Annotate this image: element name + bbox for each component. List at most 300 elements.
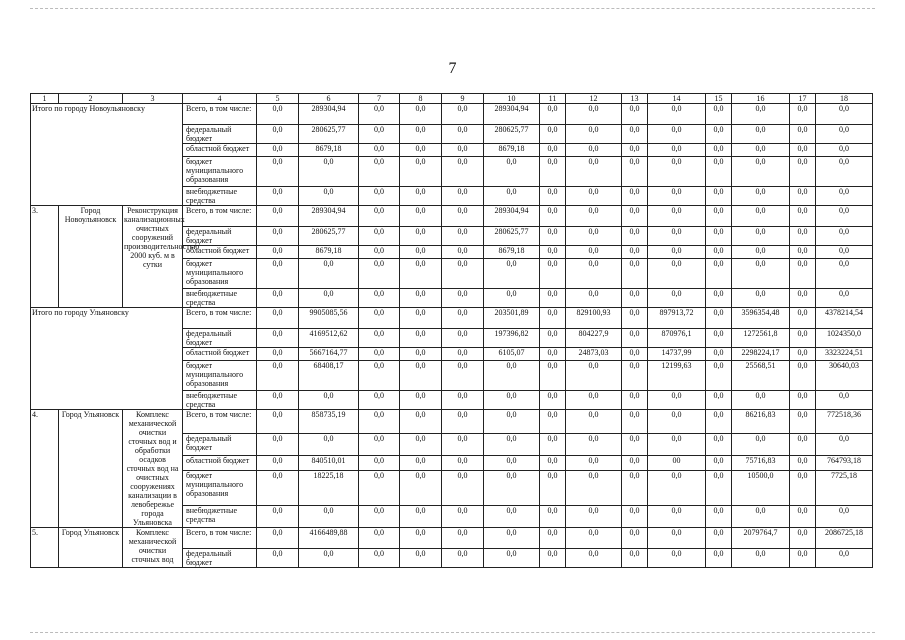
value-cell: 0,0 <box>732 246 790 259</box>
value-cell: 2298224,17 <box>732 348 790 361</box>
value-cell: 0,0 <box>442 206 484 227</box>
value-cell: 0,0 <box>706 434 732 456</box>
value-cell: 0,0 <box>540 157 566 187</box>
value-cell: 0,0 <box>648 206 706 227</box>
value-cell: 0,0 <box>359 289 400 308</box>
value-cell: 0,0 <box>732 549 790 568</box>
value-cell: 0,0 <box>257 157 299 187</box>
item-object: Комплекс механической очистки сточных вод и обработки осадков сточных вод на очистных сооружениях канализации в левобережье города Ульяновска <box>123 410 183 528</box>
value-cell: 0,0 <box>622 505 648 527</box>
value-cell: 0,0 <box>400 206 442 227</box>
value-cell: 68408,17 <box>299 361 359 391</box>
value-cell: 0,0 <box>816 434 873 456</box>
item-city: Город Новоульяновск <box>59 206 123 308</box>
value-cell: 0,0 <box>790 246 816 259</box>
value-cell: 0,0 <box>257 246 299 259</box>
value-cell: 0,0 <box>540 456 566 471</box>
column-header-4: 4 <box>183 94 257 104</box>
value-cell: 0,0 <box>816 289 873 308</box>
value-cell: 0,0 <box>816 549 873 568</box>
value-cell: 0,0 <box>706 549 732 568</box>
value-cell: 0,0 <box>484 434 540 456</box>
value-cell: 0,0 <box>540 144 566 157</box>
value-cell: 0,0 <box>359 206 400 227</box>
value-cell: 0,0 <box>732 505 790 527</box>
value-cell: 870976,1 <box>648 329 706 348</box>
value-cell: 0,0 <box>540 471 566 506</box>
value-cell: 0,0 <box>566 187 622 206</box>
value-cell: 0,0 <box>540 348 566 361</box>
value-cell: 0,0 <box>790 125 816 144</box>
value-cell: 0,0 <box>816 391 873 410</box>
value-cell: 0,0 <box>732 391 790 410</box>
value-cell: 0,0 <box>566 206 622 227</box>
value-cell: 0,0 <box>816 157 873 187</box>
value-cell: 4169512,62 <box>299 329 359 348</box>
funding-source-cell: федеральный бюджет <box>183 125 257 144</box>
value-cell: 0,0 <box>540 259 566 289</box>
value-cell: 0,0 <box>484 505 540 527</box>
value-cell: 14737,99 <box>648 348 706 361</box>
value-cell: 0,0 <box>790 361 816 391</box>
value-cell: 0,0 <box>299 434 359 456</box>
value-cell: 86216,83 <box>732 410 790 434</box>
value-cell: 2086725,18 <box>816 528 873 549</box>
value-cell: 0,0 <box>299 505 359 527</box>
value-cell: 0,0 <box>648 157 706 187</box>
value-cell: 0,0 <box>359 361 400 391</box>
value-cell: 897913,72 <box>648 308 706 329</box>
value-cell: 6105,07 <box>484 348 540 361</box>
value-cell: 0,0 <box>566 246 622 259</box>
value-cell: 1024350,0 <box>816 329 873 348</box>
value-cell: 5667164,77 <box>299 348 359 361</box>
value-cell: 0,0 <box>257 456 299 471</box>
value-cell: 8679,18 <box>299 246 359 259</box>
value-cell: 0,0 <box>706 361 732 391</box>
value-cell: 0,0 <box>359 348 400 361</box>
funding-source-cell: бюджет муниципального образования <box>183 471 257 506</box>
value-cell: 9905085,56 <box>299 308 359 329</box>
value-cell: 0,0 <box>257 434 299 456</box>
value-cell: 0,0 <box>622 187 648 206</box>
value-cell: 0,0 <box>566 259 622 289</box>
value-cell: 0,0 <box>790 308 816 329</box>
value-cell: 12199,63 <box>648 361 706 391</box>
value-cell: 0,0 <box>566 471 622 506</box>
value-cell: 0,0 <box>257 361 299 391</box>
value-cell: 0,0 <box>622 246 648 259</box>
value-cell: 0,0 <box>540 329 566 348</box>
column-header-15: 15 <box>706 94 732 104</box>
value-cell: 0,0 <box>540 528 566 549</box>
value-cell: 4166489,88 <box>299 528 359 549</box>
value-cell: 0,0 <box>622 329 648 348</box>
value-cell: 0,0 <box>648 434 706 456</box>
value-cell: 7725,18 <box>816 471 873 506</box>
funding-source-cell: областной бюджет <box>183 456 257 471</box>
column-header-12: 12 <box>566 94 622 104</box>
value-cell: 0,0 <box>816 104 873 125</box>
budget-table <box>30 93 873 568</box>
value-cell: 0,0 <box>400 227 442 246</box>
value-cell: 0,0 <box>648 528 706 549</box>
value-cell: 0,0 <box>622 125 648 144</box>
value-cell: 0,0 <box>566 289 622 308</box>
value-cell: 0,0 <box>732 125 790 144</box>
value-cell: 0,0 <box>484 361 540 391</box>
funding-source-cell: Всего, в том числе: <box>183 308 257 329</box>
item-object: Реконструкция канализационных очистных сооружений производительностью 2000 куб. м в сутки <box>123 206 183 308</box>
value-cell: 0,0 <box>790 528 816 549</box>
value-cell: 0,0 <box>359 329 400 348</box>
value-cell: 8679,18 <box>484 246 540 259</box>
value-cell: 0,0 <box>299 259 359 289</box>
item-city: Город Ульяновск <box>59 410 123 528</box>
item-city: Город Ульяновск <box>59 528 123 568</box>
value-cell: 0,0 <box>816 259 873 289</box>
value-cell: 0,0 <box>400 157 442 187</box>
value-cell: 0,0 <box>359 125 400 144</box>
value-cell: 0,0 <box>400 104 442 125</box>
value-cell: 0,0 <box>566 505 622 527</box>
value-cell: 0,0 <box>648 391 706 410</box>
value-cell: 0,0 <box>400 505 442 527</box>
value-cell: 0,0 <box>442 227 484 246</box>
value-cell: 0,0 <box>257 410 299 434</box>
value-cell: 3596354,48 <box>732 308 790 329</box>
value-cell: 0,0 <box>359 505 400 527</box>
value-cell: 0,0 <box>790 289 816 308</box>
value-cell: 00 <box>648 456 706 471</box>
funding-source-cell: федеральный бюджет <box>183 549 257 568</box>
funding-source-cell: федеральный бюджет <box>183 227 257 246</box>
value-cell: 0,0 <box>359 410 400 434</box>
page-number: 7 <box>448 60 457 77</box>
value-cell: 0,0 <box>622 157 648 187</box>
value-cell: 0,0 <box>622 144 648 157</box>
value-cell: 0,0 <box>400 434 442 456</box>
value-cell: 0,0 <box>790 471 816 506</box>
value-cell: 0,0 <box>732 227 790 246</box>
funding-source-cell: Всего, в том числе: <box>183 528 257 549</box>
value-cell: 0,0 <box>257 308 299 329</box>
value-cell: 203501,89 <box>484 308 540 329</box>
value-cell: 0,0 <box>790 410 816 434</box>
value-cell: 0,0 <box>732 104 790 125</box>
value-cell: 4378214,54 <box>816 308 873 329</box>
value-cell: 0,0 <box>790 104 816 125</box>
value-cell: 0,0 <box>706 505 732 527</box>
value-cell: 0,0 <box>622 308 648 329</box>
value-cell: 0,0 <box>257 348 299 361</box>
value-cell: 0,0 <box>400 549 442 568</box>
value-cell: 0,0 <box>706 125 732 144</box>
value-cell: 0,0 <box>566 361 622 391</box>
column-header-16: 16 <box>732 94 790 104</box>
value-cell: 0,0 <box>540 125 566 144</box>
scan-border-bottom <box>30 632 875 633</box>
value-cell: 0,0 <box>359 227 400 246</box>
value-cell: 0,0 <box>257 505 299 527</box>
value-cell: 0,0 <box>400 308 442 329</box>
value-cell: 289304,94 <box>299 104 359 125</box>
value-cell: 3323224,51 <box>816 348 873 361</box>
funding-source-cell: внебюджетные средства <box>183 187 257 206</box>
value-cell: 0,0 <box>359 308 400 329</box>
value-cell: 0,0 <box>732 157 790 187</box>
value-cell: 0,0 <box>566 549 622 568</box>
value-cell: 289304,94 <box>484 104 540 125</box>
column-header-13: 13 <box>622 94 648 104</box>
value-cell: 0,0 <box>400 329 442 348</box>
value-cell: 0,0 <box>648 505 706 527</box>
value-cell: 0,0 <box>400 528 442 549</box>
value-cell: 0,0 <box>790 259 816 289</box>
value-cell: 0,0 <box>359 456 400 471</box>
value-cell: 0,0 <box>400 410 442 434</box>
value-cell: 858735,19 <box>299 410 359 434</box>
value-cell: 0,0 <box>706 289 732 308</box>
value-cell: 0,0 <box>648 259 706 289</box>
funding-source-cell: внебюджетные средства <box>183 505 257 527</box>
value-cell: 0,0 <box>442 289 484 308</box>
value-cell: 0,0 <box>442 308 484 329</box>
value-cell: 0,0 <box>484 187 540 206</box>
value-cell: 0,0 <box>566 434 622 456</box>
value-cell: 0,0 <box>484 289 540 308</box>
value-cell: 0,0 <box>732 259 790 289</box>
table-body <box>31 104 873 568</box>
value-cell: 0,0 <box>816 227 873 246</box>
value-cell: 0,0 <box>540 549 566 568</box>
value-cell: 0,0 <box>622 289 648 308</box>
value-cell: 24873,03 <box>566 348 622 361</box>
value-cell: 0,0 <box>400 125 442 144</box>
value-cell: 0,0 <box>706 246 732 259</box>
column-header-7: 7 <box>359 94 400 104</box>
value-cell: 197396,82 <box>484 329 540 348</box>
item-number: 5. <box>31 528 59 568</box>
value-cell: 0,0 <box>706 206 732 227</box>
funding-source-cell: бюджет муниципального образования <box>183 361 257 391</box>
value-cell: 0,0 <box>648 410 706 434</box>
value-cell: 0,0 <box>622 206 648 227</box>
value-cell: 0,0 <box>540 289 566 308</box>
value-cell: 0,0 <box>566 456 622 471</box>
value-cell: 75716,83 <box>732 456 790 471</box>
value-cell: 0,0 <box>566 125 622 144</box>
value-cell: 280625,77 <box>484 125 540 144</box>
funding-source-cell: Всего, в том числе: <box>183 206 257 227</box>
value-cell: 0,0 <box>257 259 299 289</box>
value-cell: 0,0 <box>622 528 648 549</box>
value-cell: 0,0 <box>299 549 359 568</box>
value-cell: 0,0 <box>442 246 484 259</box>
column-header-14: 14 <box>648 94 706 104</box>
value-cell: 0,0 <box>566 410 622 434</box>
value-cell: 289304,94 <box>299 206 359 227</box>
value-cell: 0,0 <box>790 549 816 568</box>
value-cell: 0,0 <box>484 410 540 434</box>
value-cell: 0,0 <box>706 410 732 434</box>
value-cell: 0,0 <box>359 246 400 259</box>
value-cell: 0,0 <box>257 144 299 157</box>
value-cell: 280625,77 <box>484 227 540 246</box>
value-cell: 0,0 <box>442 361 484 391</box>
value-cell: 0,0 <box>622 361 648 391</box>
value-cell: 804227,9 <box>566 329 622 348</box>
value-cell: 0,0 <box>442 549 484 568</box>
value-cell: 0,0 <box>648 246 706 259</box>
header-row <box>31 94 873 104</box>
value-cell: 0,0 <box>540 505 566 527</box>
value-cell: 0,0 <box>706 157 732 187</box>
value-cell: 0,0 <box>359 391 400 410</box>
value-cell: 0,0 <box>566 104 622 125</box>
column-header-8: 8 <box>400 94 442 104</box>
value-cell: 0,0 <box>816 144 873 157</box>
value-cell: 0,0 <box>484 259 540 289</box>
value-cell: 0,0 <box>400 348 442 361</box>
value-cell: 0,0 <box>648 227 706 246</box>
value-cell: 0,0 <box>622 259 648 289</box>
value-cell: 30640,03 <box>816 361 873 391</box>
value-cell: 0,0 <box>540 308 566 329</box>
value-cell: 0,0 <box>706 187 732 206</box>
value-cell: 0,0 <box>484 391 540 410</box>
value-cell: 0,0 <box>442 259 484 289</box>
value-cell: 0,0 <box>442 505 484 527</box>
value-cell: 0,0 <box>257 125 299 144</box>
column-header-11: 11 <box>540 94 566 104</box>
funding-source-cell: внебюджетные средства <box>183 289 257 308</box>
value-cell: 0,0 <box>359 528 400 549</box>
value-cell: 0,0 <box>484 528 540 549</box>
value-cell: 8679,18 <box>299 144 359 157</box>
value-cell: 0,0 <box>442 144 484 157</box>
value-cell: 0,0 <box>816 246 873 259</box>
value-cell: 0,0 <box>816 187 873 206</box>
value-cell: 0,0 <box>442 456 484 471</box>
total-label: Итого по городу Новоульяновску <box>31 104 183 206</box>
funding-source-cell: бюджет муниципального образования <box>183 157 257 187</box>
funding-source-cell: областной бюджет <box>183 348 257 361</box>
value-cell: 0,0 <box>622 104 648 125</box>
value-cell: 0,0 <box>257 391 299 410</box>
column-header-10: 10 <box>484 94 540 104</box>
value-cell: 0,0 <box>790 227 816 246</box>
value-cell: 0,0 <box>706 104 732 125</box>
value-cell: 0,0 <box>442 410 484 434</box>
value-cell: 0,0 <box>442 471 484 506</box>
value-cell: 10500,0 <box>732 471 790 506</box>
value-cell: 0,0 <box>622 410 648 434</box>
value-cell: 0,0 <box>732 289 790 308</box>
value-cell: 0,0 <box>566 227 622 246</box>
value-cell: 0,0 <box>257 227 299 246</box>
value-cell: 0,0 <box>566 528 622 549</box>
value-cell: 0,0 <box>442 434 484 456</box>
total-row <box>31 308 873 329</box>
value-cell: 0,0 <box>257 206 299 227</box>
value-cell: 0,0 <box>359 549 400 568</box>
value-cell: 0,0 <box>816 505 873 527</box>
value-cell: 25568,51 <box>732 361 790 391</box>
value-cell: 0,0 <box>299 157 359 187</box>
value-cell: 0,0 <box>359 259 400 289</box>
value-cell: 0,0 <box>622 549 648 568</box>
value-cell: 0,0 <box>706 227 732 246</box>
total-row <box>31 104 873 125</box>
value-cell: 0,0 <box>484 471 540 506</box>
value-cell: 0,0 <box>540 187 566 206</box>
value-cell: 0,0 <box>359 471 400 506</box>
value-cell: 772518,36 <box>816 410 873 434</box>
value-cell: 0,0 <box>648 187 706 206</box>
value-cell: 0,0 <box>400 187 442 206</box>
value-cell: 0,0 <box>648 104 706 125</box>
value-cell: 0,0 <box>400 259 442 289</box>
value-cell: 0,0 <box>648 549 706 568</box>
value-cell: 0,0 <box>566 391 622 410</box>
column-header-1: 1 <box>31 94 59 104</box>
funding-source-cell: областной бюджет <box>183 246 257 259</box>
table-row <box>31 528 873 549</box>
value-cell: 0,0 <box>622 456 648 471</box>
value-cell: 0,0 <box>540 246 566 259</box>
value-cell: 0,0 <box>790 144 816 157</box>
value-cell: 0,0 <box>400 289 442 308</box>
table-row <box>31 206 873 227</box>
value-cell: 0,0 <box>257 187 299 206</box>
value-cell: 0,0 <box>442 329 484 348</box>
value-cell: 840510,01 <box>299 456 359 471</box>
funding-source-cell: областной бюджет <box>183 144 257 157</box>
value-cell: 0,0 <box>790 206 816 227</box>
value-cell: 0,0 <box>257 289 299 308</box>
value-cell: 0,0 <box>648 289 706 308</box>
value-cell: 0,0 <box>400 456 442 471</box>
value-cell: 0,0 <box>622 348 648 361</box>
value-cell: 0,0 <box>442 104 484 125</box>
value-cell: 0,0 <box>359 434 400 456</box>
value-cell: 280625,77 <box>299 227 359 246</box>
column-header-18: 18 <box>816 94 873 104</box>
value-cell: 0,0 <box>706 259 732 289</box>
value-cell: 0,0 <box>540 434 566 456</box>
value-cell: 0,0 <box>706 348 732 361</box>
value-cell: 0,0 <box>732 206 790 227</box>
item-object: Комплекс механической очистки сточных вод <box>123 528 183 568</box>
column-header-2: 2 <box>59 94 123 104</box>
total-label: Итого по городу Ульяновску <box>31 308 183 410</box>
funding-source-cell: бюджет муниципального образования <box>183 259 257 289</box>
value-cell: 829100,93 <box>566 308 622 329</box>
value-cell: 0,0 <box>790 348 816 361</box>
column-header-17: 17 <box>790 94 816 104</box>
value-cell: 0,0 <box>257 104 299 125</box>
funding-source-cell: федеральный бюджет <box>183 329 257 348</box>
value-cell: 0,0 <box>400 471 442 506</box>
value-cell: 0,0 <box>442 348 484 361</box>
value-cell: 0,0 <box>299 391 359 410</box>
value-cell: 0,0 <box>257 471 299 506</box>
value-cell: 0,0 <box>359 157 400 187</box>
value-cell: 0,0 <box>790 391 816 410</box>
column-header-9: 9 <box>442 94 484 104</box>
value-cell: 0,0 <box>706 144 732 157</box>
